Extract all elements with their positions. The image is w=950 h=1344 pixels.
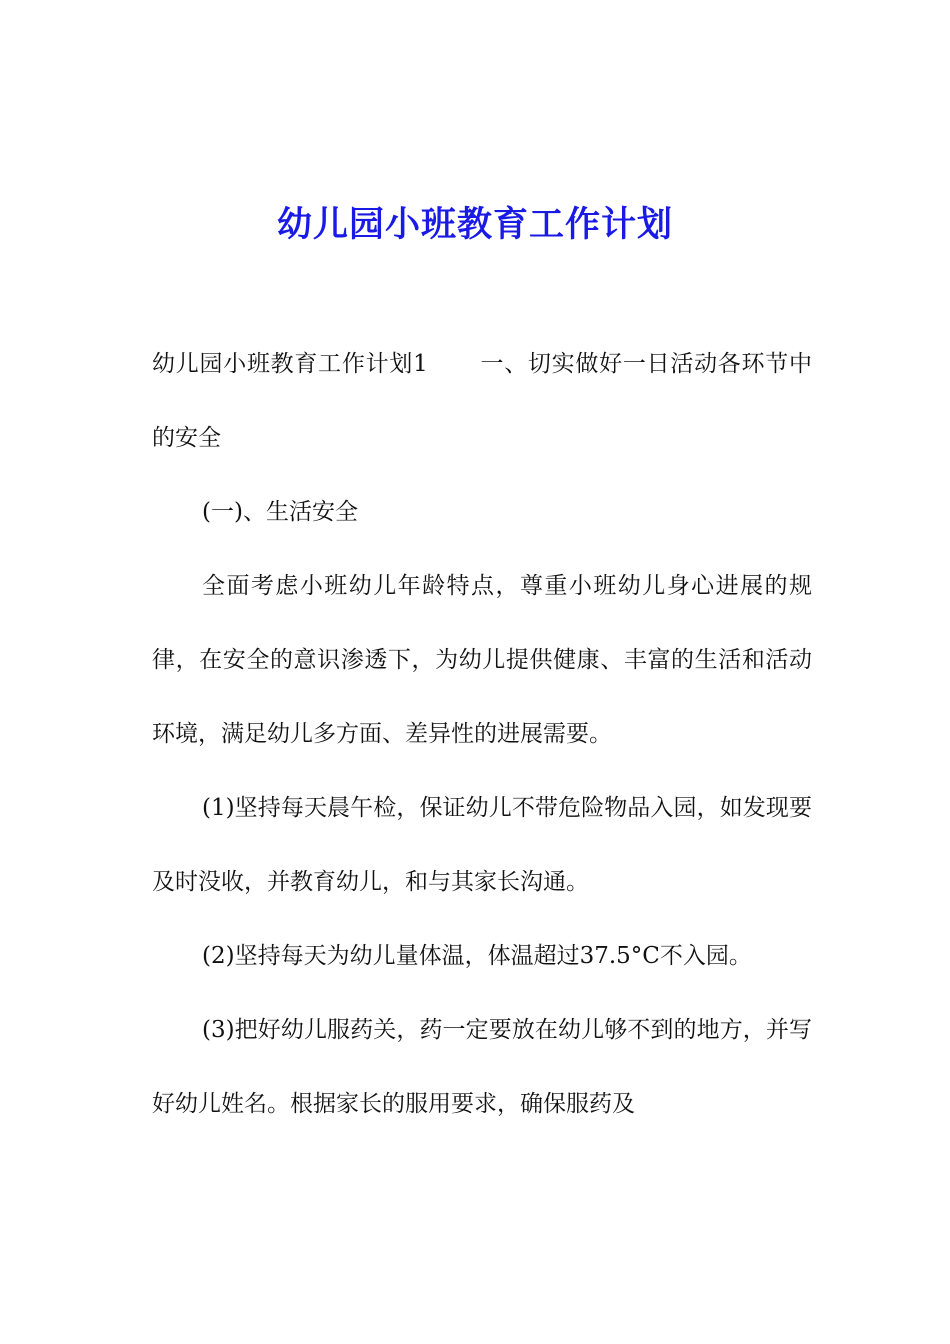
paragraph-1: 全面考虑小班幼儿年龄特点，尊重小班幼儿身心进展的规律，在安全的意识渗透下，为幼儿提供健康、丰富的生活和活动环境，满足幼儿多方面、差异性的进展需要。 xyxy=(152,573,812,747)
document-body xyxy=(152,327,812,1141)
paragraph-4: (3)把好幼儿服药关，药一定要放在幼儿够不到的地方，并写好幼儿姓名。根据家长的服用要求，确保服药及 xyxy=(152,1017,812,1117)
intro-paragraph xyxy=(152,327,812,475)
subsection-heading: (一)、生活安全 xyxy=(202,499,358,525)
intro-heading: 幼儿园小班教育工作计划1 xyxy=(152,351,428,377)
paragraph-2: (1)坚持每天晨午检，保证幼儿不带危险物品入园，如发现要及时没收，并教育幼儿，和与其家长沟通。 xyxy=(152,795,812,895)
intro-section: 一、切实做好一日活动各环节中的安全 xyxy=(152,351,812,451)
document-title: 幼儿园小班教育工作计划 xyxy=(276,204,673,246)
paragraph-3: (2)坚持每天为幼儿量体温，体温超过37.5°C不入园。 xyxy=(202,943,752,969)
